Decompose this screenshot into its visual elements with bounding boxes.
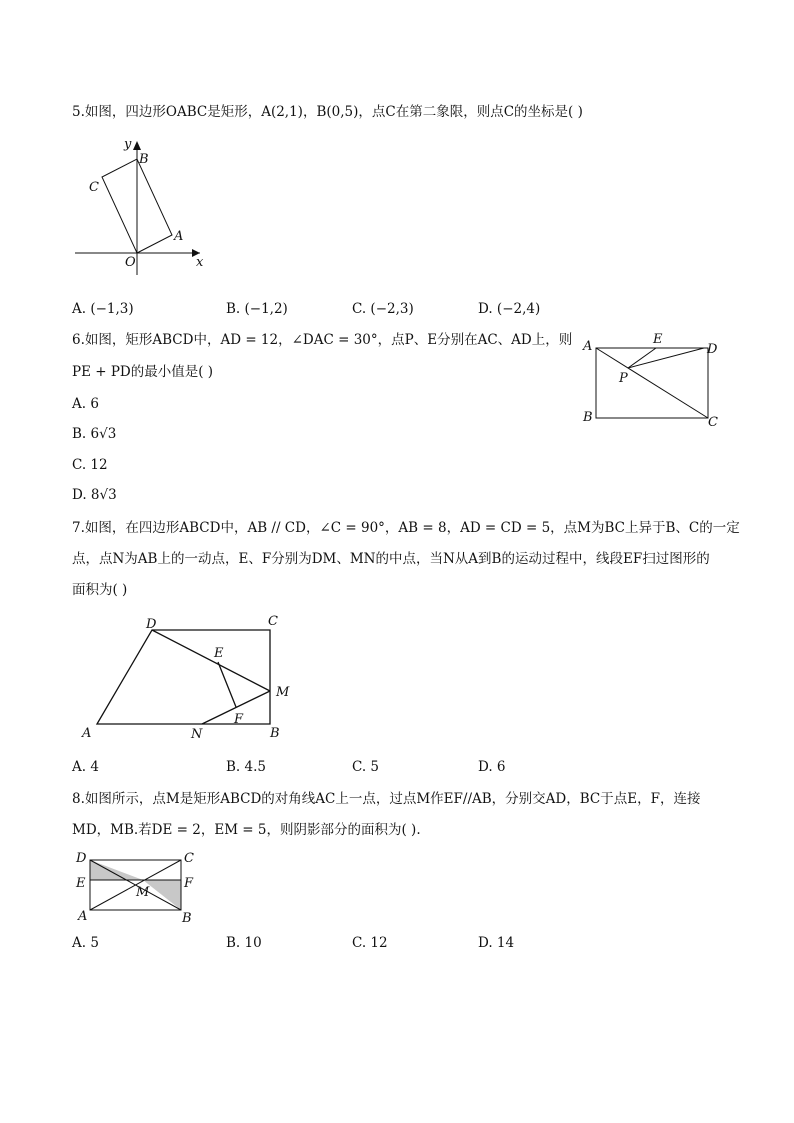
q5-stem: 5.如图，四边形OABC是矩形，A(2,1)，B(0,5)，点C在第二象限，则点C的坐标是( )	[72, 104, 583, 120]
q7-label-e: E	[214, 646, 224, 661]
q6-stem-line1: 6.如图，矩形ABCD中，AD = 12，∠DAC = 30°，点P、E分别在AC、AD上，则	[72, 332, 573, 348]
q5-option-b[interactable]: B. (−1,2)	[226, 301, 288, 317]
q6-label-d: D	[707, 342, 718, 357]
q6-option-d[interactable]: D. 8√3	[72, 487, 117, 503]
q5-option-c[interactable]: C. (−2,3)	[352, 301, 414, 317]
q8-label-d: D	[76, 851, 87, 866]
q7-option-b[interactable]: B. 4.5	[226, 759, 266, 775]
q7-label-n: N	[191, 727, 203, 742]
q8-label-c: C	[184, 851, 194, 866]
q6-option-b[interactable]: B. 6√3	[72, 426, 117, 442]
q8-option-d[interactable]: D. 14	[478, 935, 515, 951]
q8-label-a: A	[78, 909, 88, 924]
q7-label-c: C	[268, 614, 278, 629]
q6-label-p: P	[619, 371, 628, 386]
q5-label-b: B	[139, 152, 149, 167]
q5-label-a: A	[174, 229, 184, 244]
q8-label-b: B	[182, 911, 192, 926]
q8-option-a[interactable]: A. 5	[72, 935, 99, 951]
q8-stem-line1: 8.如图所示，点M是矩形ABCD的对角线AC上一点，过点M作EF//AB，分别交AD，BC于点E，F，连接	[72, 791, 701, 807]
q8-figure	[70, 848, 210, 928]
q5-label-x: x	[196, 255, 204, 270]
q5-label-c: C	[89, 180, 99, 195]
q5-figure	[70, 135, 230, 275]
q5-option-d[interactable]: D. (−2,4)	[478, 301, 541, 317]
q7-stem-line3: 面积为( )	[72, 582, 128, 598]
q7-label-a: A	[82, 726, 92, 741]
q7-stem-line2: 点，点N为AB上的一动点，E、F分别为DM、MN的中点，当N从A到B的运动过程中，线段EF扫过图形的	[72, 551, 710, 567]
q7-label-b: B	[270, 726, 280, 741]
q6-label-b: B	[583, 410, 593, 425]
q5-label-y: y	[124, 137, 132, 152]
q6-figure	[580, 330, 730, 430]
q6-stem-line2: PE + PD的最小值是( )	[72, 364, 214, 380]
q7-figure	[78, 612, 318, 742]
q7-label-m: M	[276, 685, 290, 700]
q8-label-f: F	[184, 876, 194, 891]
q7-stem-line1: 7.如图，在四边形ABCD中，AB // CD，∠C = 90°，AB = 8，AD = CD = 5，点M为BC上异于B、C的一定	[72, 520, 740, 536]
q6-label-e: E	[653, 332, 663, 347]
q6-label-c: C	[708, 415, 718, 430]
q5-option-a[interactable]: A. (−1,3)	[72, 301, 134, 317]
q7-option-a[interactable]: A. 4	[72, 759, 99, 775]
q5-label-o: O	[125, 255, 136, 270]
q8-option-b[interactable]: B. 10	[226, 935, 262, 951]
q8-label-e: E	[76, 876, 86, 891]
q8-stem-line2: MD，MB.若DE = 2，EM = 5，则阴影部分的面积为( ).	[72, 822, 421, 838]
q8-label-m: M	[136, 885, 150, 900]
q7-label-d: D	[146, 617, 157, 632]
q6-option-a[interactable]: A. 6	[72, 396, 99, 412]
q7-label-f: F	[234, 712, 244, 727]
q7-option-c[interactable]: C. 5	[352, 759, 380, 775]
q8-option-c[interactable]: C. 12	[352, 935, 388, 951]
q6-option-c[interactable]: C. 12	[72, 457, 108, 473]
q7-option-d[interactable]: D. 6	[478, 759, 506, 775]
q6-label-a: A	[583, 339, 593, 354]
